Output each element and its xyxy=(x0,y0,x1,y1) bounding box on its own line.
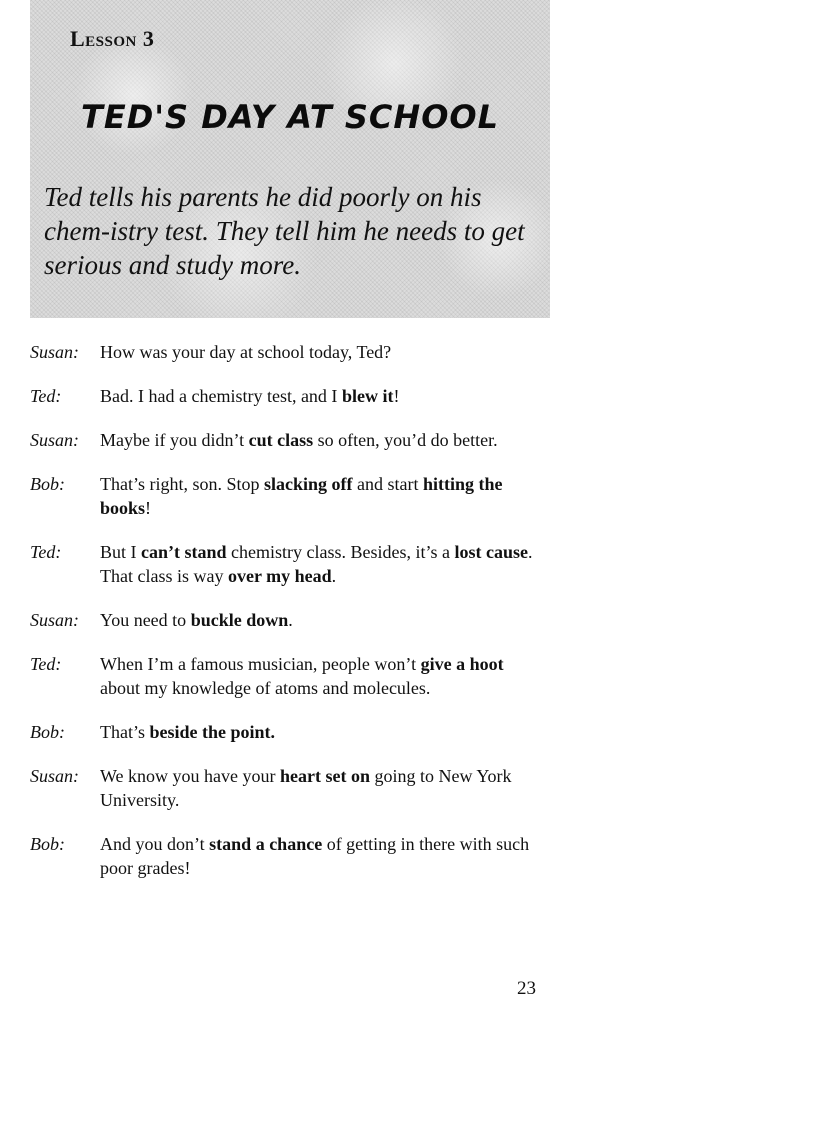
speech-fragment: so often, you’d do better. xyxy=(313,430,498,450)
speech-fragment: and start xyxy=(352,474,424,494)
speech-fragment: That’s right, son. Stop xyxy=(100,474,265,494)
speaker-name: Bob: xyxy=(30,834,65,854)
speech-fragment: about my knowledge of atoms and molecules. xyxy=(100,678,431,698)
speech-fragment: But I xyxy=(100,542,142,562)
speech-fragment: That’s xyxy=(100,722,150,742)
speech-fragment: You need to xyxy=(100,610,191,630)
speech-fragment: ! xyxy=(393,386,400,406)
speech-fragment: of getting in there with such poor grades! xyxy=(100,834,530,878)
idiom-phrase: heart set on xyxy=(280,766,370,786)
speech-fragment: Maybe if you didn’t xyxy=(100,430,249,450)
speech-text xyxy=(100,472,545,520)
speech-text xyxy=(100,428,545,452)
speech-text xyxy=(100,384,545,408)
lesson-intro: Ted tells his parents he did poorly on his chem-istry test. They tell him he needs to get serious and study more. xyxy=(44,182,525,280)
dialogue-line xyxy=(30,764,550,812)
speech-fragment: We know you have your xyxy=(100,766,281,786)
dialogue-line xyxy=(30,540,550,588)
idiom-phrase: beside the point. xyxy=(149,722,276,742)
idiom-phrase: cut class xyxy=(248,430,314,450)
dialogue-line xyxy=(30,340,550,364)
speech-text xyxy=(100,340,545,364)
lesson-title: TED'S DAY AT SCHOOL xyxy=(81,98,499,136)
idiom-phrase: blew it xyxy=(341,386,394,406)
idiom-phrase: buckle down xyxy=(190,610,289,630)
speaker-name: Bob: xyxy=(30,474,65,494)
speech-fragment: . xyxy=(331,566,337,586)
speech-text xyxy=(100,652,545,700)
speech-text xyxy=(100,540,545,588)
dialogue-line xyxy=(30,720,550,744)
dialogue-line xyxy=(30,384,550,408)
lesson-label: Lesson 3 xyxy=(70,26,155,51)
idiom-phrase: slacking off xyxy=(264,474,353,494)
page-number: 23 xyxy=(517,978,536,999)
speech-fragment: How was your day at school today, Ted? xyxy=(100,342,392,362)
speaker-name: Susan: xyxy=(30,766,79,786)
speech-fragment: And you don’t xyxy=(100,834,210,854)
speech-fragment: . That class is way xyxy=(100,542,533,586)
idiom-phrase: stand a chance xyxy=(209,834,323,854)
speaker-name: Susan: xyxy=(30,342,79,362)
speaker-name: Susan: xyxy=(30,610,79,630)
speech-fragment: When I’m a famous musician, people won’t xyxy=(100,654,421,674)
speech-fragment: ! xyxy=(145,498,152,518)
speech-fragment: chemistry class. Besides, it’s a xyxy=(226,542,455,562)
speaker-name: Susan: xyxy=(30,430,79,450)
speaker-name: Bob: xyxy=(30,722,65,742)
speech-text xyxy=(100,764,545,812)
dialogue-line xyxy=(30,428,550,452)
idiom-phrase: over my head xyxy=(227,566,332,586)
speaker-name: Ted: xyxy=(30,386,62,406)
dialogue-line xyxy=(30,472,550,520)
idiom-phrase: lost cause xyxy=(454,542,528,562)
lesson-header-box xyxy=(30,0,550,318)
dialogue-line xyxy=(30,608,550,632)
speaker-name: Ted: xyxy=(30,654,62,674)
speech-text xyxy=(100,720,545,744)
dialogue-line xyxy=(30,832,550,880)
speech-fragment: Bad. I had a chemistry test, and I xyxy=(100,386,342,406)
speech-fragment: going to New York University. xyxy=(100,766,512,810)
speech-text xyxy=(100,832,545,880)
speech-fragment: . xyxy=(288,610,293,630)
idiom-phrase: can’t stand xyxy=(141,542,227,562)
speaker-name: Ted: xyxy=(30,542,62,562)
dialogue xyxy=(30,340,550,900)
idiom-phrase: give a hoot xyxy=(420,654,504,674)
dialogue-line xyxy=(30,652,550,700)
idiom-phrase: hitting the books xyxy=(100,474,503,518)
speech-text xyxy=(100,608,545,632)
